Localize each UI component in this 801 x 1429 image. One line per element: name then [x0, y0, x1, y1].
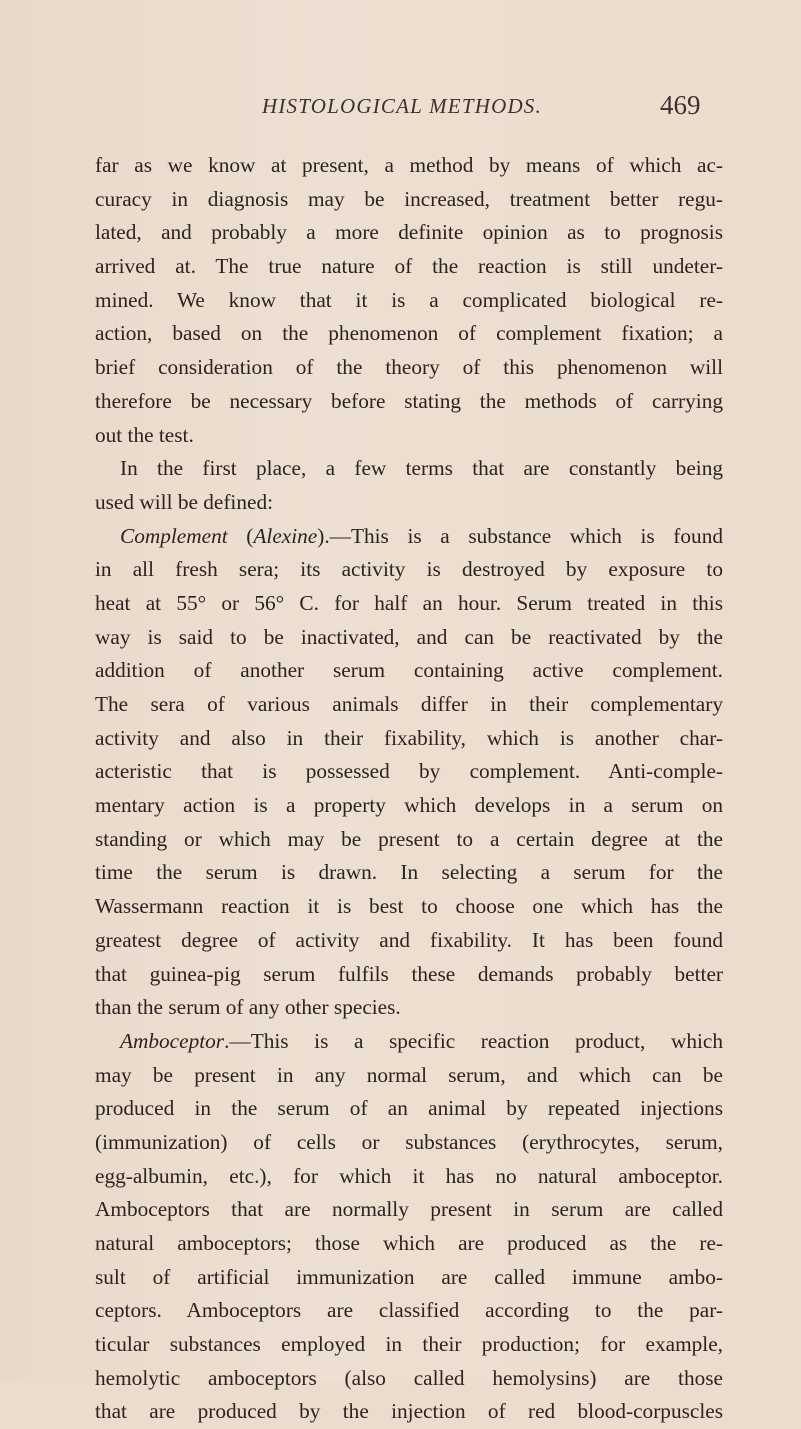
text-line: may be present in any normal serum, and which can be	[95, 1062, 723, 1087]
text-line: in all fresh sera; its activity is destroyed by exposure to	[95, 557, 723, 582]
text-line: that guinea-pig serum fulfils these demands probably better	[95, 961, 723, 986]
definition-amboceptor-line	[95, 1025, 723, 1059]
text-line: (immunization) of cells or substances (erythrocytes, serum,	[95, 1129, 723, 1154]
text-line: natural amboceptors; those which are produced as the re-	[95, 1231, 723, 1255]
term-amboceptor: Amboceptor	[120, 1028, 225, 1053]
text-line: greatest degree of activity and fixability. It has been found	[95, 927, 723, 952]
text-line: far as we know at present, a method by means of which ac-	[95, 153, 723, 177]
text-line: that are produced by the injection of red blood-corpuscles	[95, 1399, 723, 1424]
text-line: The sera of various animals differ in their complementary	[95, 692, 723, 716]
text-line: ceptors. Amboceptors are classified according to the par-	[95, 1298, 723, 1323]
text-line: than the serum of any other species.	[95, 995, 401, 1020]
running-title: HISTOLOGICAL METHODS.	[262, 94, 542, 118]
text-line: time the serum is drawn. In selecting a serum for the	[95, 860, 723, 885]
text-line: acteristic that is possessed by complement. Anti-comple-	[95, 759, 723, 784]
text-line: used will be defined:	[95, 489, 274, 514]
text-line: Amboceptors that are normally present in serum are called	[95, 1197, 723, 1222]
text-line: heat at 55° or 56° C. for half an hour. Serum treated in this	[95, 590, 723, 615]
definition-text: ).—This is a substance which is found	[317, 523, 723, 548]
text-line: curacy in diagnosis may be increased, treatment better regu-	[95, 186, 723, 211]
text-line: therefore be necessary before stating the methods of carrying	[95, 388, 723, 413]
text-line: Wassermann reaction it is best to choose one which has the	[95, 894, 723, 919]
text-line: brief consideration of the theory of this phenomenon will	[95, 355, 723, 380]
paragraph-start-line: In the first place, a few terms that are constantly being	[120, 456, 723, 481]
text-line: produced in the serum of an animal by repeated injections	[95, 1096, 723, 1121]
text-line: lated, and probably a more definite opinion as to prognosis	[95, 220, 723, 245]
text-line: out the test.	[95, 422, 194, 447]
text-line: addition of another serum containing active complement.	[95, 658, 723, 683]
text-line: mentary action is a property which develops in a serum on	[95, 793, 723, 818]
body-text	[95, 149, 723, 1429]
text-line: egg-albumin, etc.), for which it has no natural amboceptor.	[95, 1163, 723, 1188]
definition-complement-line	[95, 520, 723, 554]
paren-open: (	[227, 523, 254, 548]
text-line: activity and also in their fixability, which is another char-	[95, 725, 723, 750]
term-alexine: Alexine	[253, 523, 318, 548]
text-line: mined. We know that it is a complicated biological re-	[95, 287, 723, 312]
page-number: 469	[660, 90, 701, 120]
definition-text: .—This is a specific reaction product, which	[224, 1028, 723, 1053]
text-line: sult of artificial immunization are called immune ambo-	[95, 1264, 723, 1289]
running-header	[0, 92, 801, 128]
text-line: standing or which may be present to a certain degree at the	[95, 826, 723, 851]
text-line: action, based on the phenomenon of complement fixation; a	[95, 321, 723, 346]
text-line: way is said to be inactivated, and can be reactivated by the	[95, 624, 723, 649]
term-complement: Complement	[120, 523, 228, 548]
text-line: arrived at. The true nature of the reaction is still undeter-	[95, 254, 723, 279]
text-line: ticular substances employed in their production; for example,	[95, 1332, 723, 1357]
text-line: hemolytic amboceptors (also called hemolysins) are those	[95, 1365, 723, 1390]
